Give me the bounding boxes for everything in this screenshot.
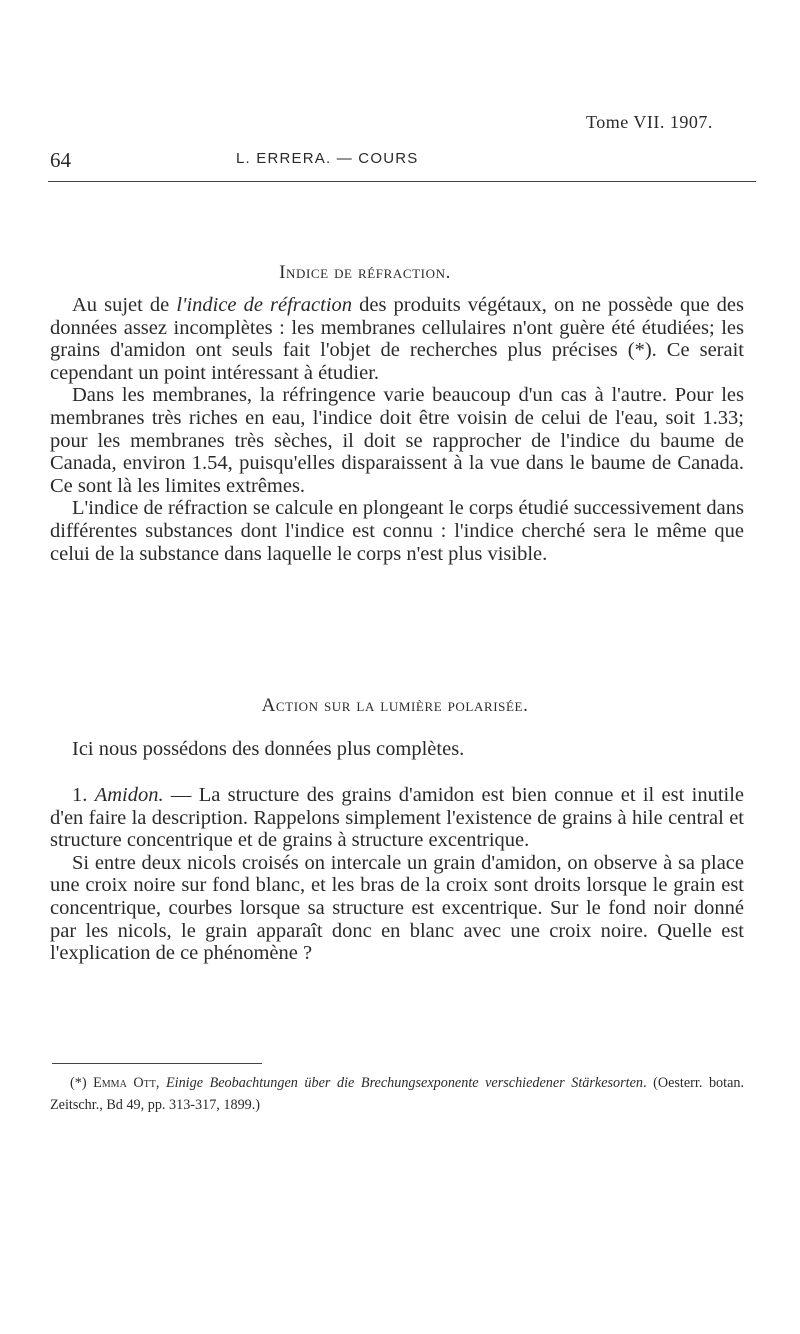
footnote-separator: , xyxy=(155,1075,166,1091)
page-number: 64 xyxy=(50,148,71,172)
paragraph: Ici nous possédons des données plus complètes. xyxy=(72,738,465,760)
volume-label: Tome VII. 1907. xyxy=(586,112,713,132)
section-polarized-intro xyxy=(50,738,744,761)
footnote xyxy=(50,1072,744,1116)
paragraph: Dans les membranes, la réfringence varie beaucoup d'un cas à l'autre. Pour les membranes très riches en eau, l'indice doit être voisin de celui de l'eau, soit 1.33; pour les membranes très sèches, il doit se rapprocher de l'indice du baume de Canada, environ 1.54, puisqu'elles disparaissent à la vue dans le baume de Canada. Ce sont là les limites extrêmes. xyxy=(50,384,744,497)
paragraph: Si entre deux nicols croisés on intercale un grain d'amidon, on observe à sa place une croix noire sur fond blanc, et les bras de la croix sont droits lorsque le grain est concentrique, courbes lorsque sa structure est excentrique. Sur le fond noir donné par les nicols, le grain apparaît donc en blanc avec une croix noire. Quelle est l'explication de ce phénomène ? xyxy=(50,851,744,965)
paragraph xyxy=(50,784,744,852)
header-rule xyxy=(48,181,756,182)
paragraph-text: — La structure des grains d'amidon est bien connue et il est inutile d'en faire la description. Rappelons simplement l'existence de grains à hile central et structure concentrique et de grains à structure excentrique. xyxy=(50,784,745,852)
footnote-author: Emma Ott xyxy=(93,1075,156,1091)
footnote-rule xyxy=(52,1063,262,1064)
footnote-text xyxy=(50,1072,744,1116)
paragraph xyxy=(50,294,744,384)
running-head: L. ERRERA. — COURS xyxy=(236,150,419,167)
emphasis-term: Amidon. xyxy=(94,784,164,806)
emphasis-term: l'indice de réfraction xyxy=(176,294,353,316)
section-title-refraction: Indice de réfraction. xyxy=(279,262,451,283)
section-title-polarized-light: Action sur la lumière polarisée. xyxy=(261,695,529,716)
section-polarized-body xyxy=(50,784,744,965)
footnote-title: Einige Beobachtungen über die Brechungsexponente verschiedener Stärkesorten xyxy=(165,1075,643,1091)
footnote-source: . (Oesterr. botan. Zeitschr., Bd 49, pp. 313-317, 1899.) xyxy=(50,1075,745,1113)
paragraph-text: des produits végétaux, on ne possède que des données assez incomplètes : les membranes cellulaires n'ont guère été étudiées; les grains d'amidon ont seuls fait l'objet de recherches plus précises (*). Ce serait cependant un point intéressant à étudier. xyxy=(50,294,744,384)
footnote-marker: (*) xyxy=(70,1075,94,1091)
section-refraction-body xyxy=(50,294,744,565)
item-number: 1. xyxy=(72,784,95,806)
paragraph-text: Au sujet de xyxy=(72,294,177,316)
paragraph: L'indice de réfraction se calcule en plongeant le corps étudié successivement dans différentes substances dont l'indice est connu : l'indice cherché sera le même que celui de la substance dans laquelle le corps n'est plus visible. xyxy=(50,497,744,565)
